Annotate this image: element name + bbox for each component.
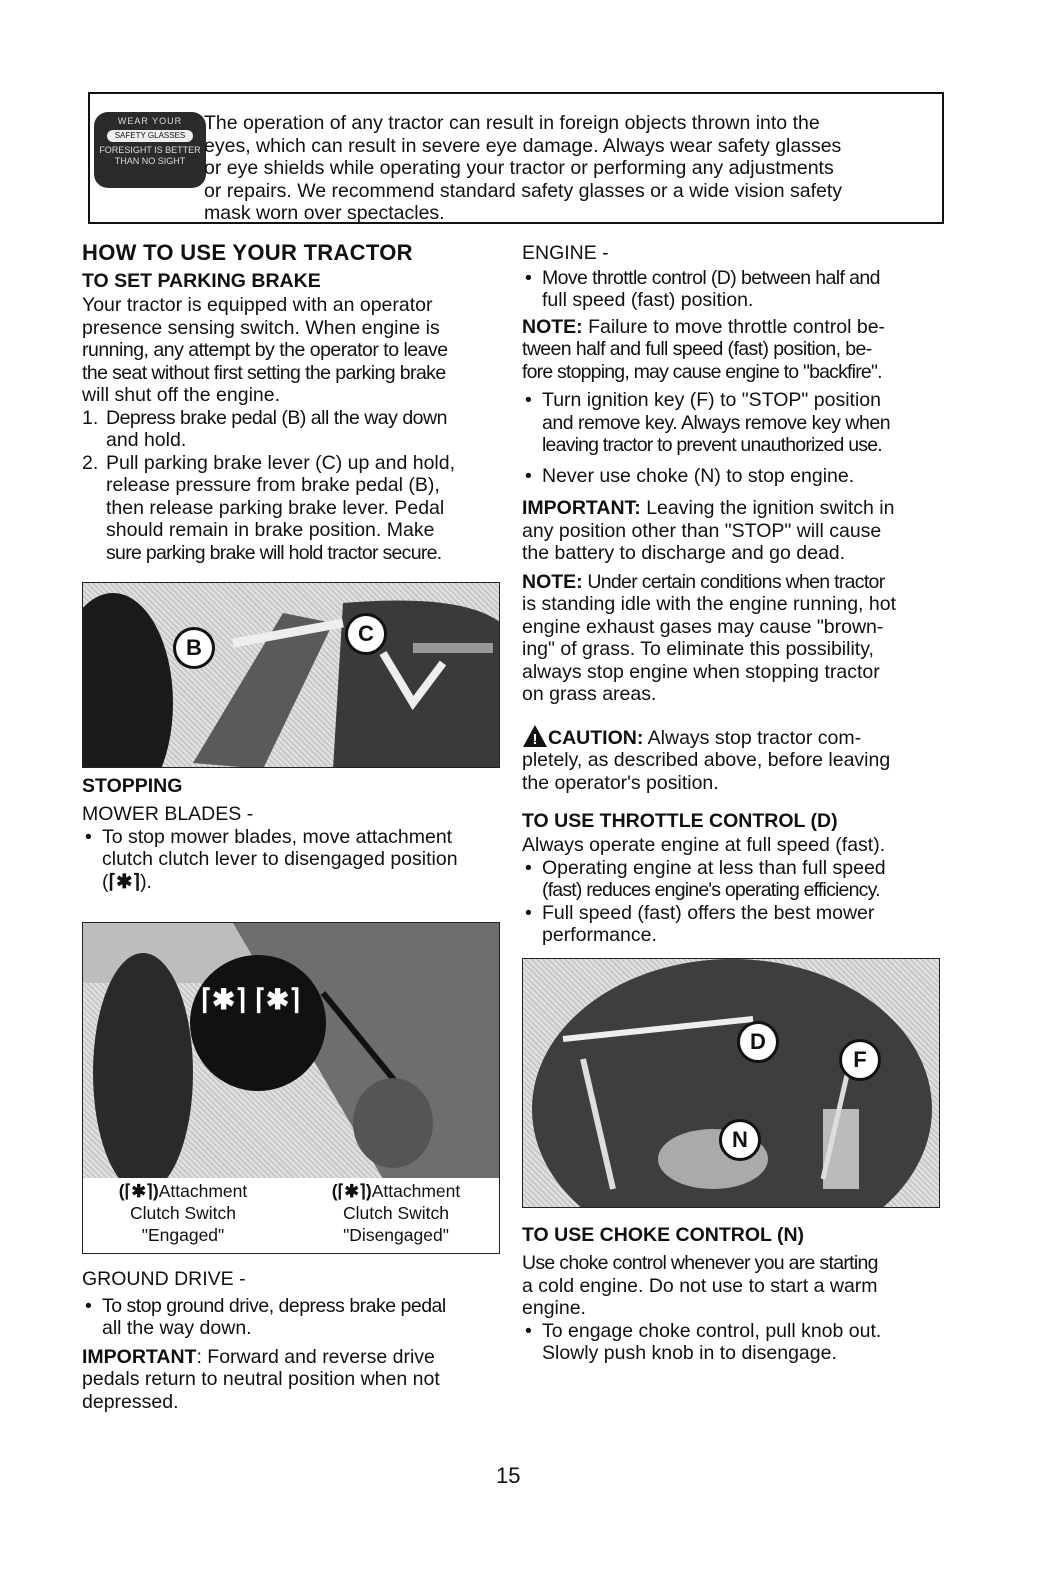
text-line: and remove key. Always remove key when xyxy=(542,411,891,434)
text-span: Under certain conditions when tractor xyxy=(582,570,885,593)
text-line: • Never use choke (N) to stop engine. xyxy=(542,464,855,487)
text-line: should remain in brake position. Make xyxy=(106,519,435,541)
text-line xyxy=(522,316,942,339)
text-span: : Forward and reverse drive xyxy=(196,1345,435,1368)
step-1 xyxy=(82,407,502,452)
text-line: Slowly push knob in to disengage. xyxy=(542,1342,837,1364)
engine-bullet-2 xyxy=(522,389,942,457)
caption-line: Clutch Switch xyxy=(342,1203,449,1223)
text-line: engine exhaust gases may cause "brown- xyxy=(522,615,884,638)
text-line xyxy=(102,871,502,894)
choke-section xyxy=(522,1224,942,1365)
page-title: HOW TO USE YOUR TRACTOR xyxy=(82,240,413,265)
text-line: the operator's position. xyxy=(522,771,719,794)
clutch-captions xyxy=(82,1176,500,1254)
important-label: IMPORTANT xyxy=(82,1345,197,1368)
parking-brake-photo xyxy=(82,582,500,768)
icon-text: FORESIGHT IS BETTER xyxy=(99,145,201,155)
caption-line xyxy=(93,1180,273,1202)
text-line: always stop engine when stopping tractor xyxy=(522,660,880,683)
text-line: Use choke control whenever you are starting xyxy=(522,1252,878,1274)
note-label: NOTE: xyxy=(522,315,583,338)
text-line: pedals return to neutral position when not xyxy=(82,1368,440,1390)
disengaged-symbol-icon: ⌈✱⌉ xyxy=(108,870,141,893)
text-line: sure parking brake will hold tractor secure. xyxy=(106,541,442,564)
disengaged-symbol-icon: (⌈✱⌉) xyxy=(331,1181,372,1201)
important-note-left xyxy=(82,1346,502,1414)
engine-bullet-1 xyxy=(522,267,942,312)
text-line: the seat without first setting the parking brake xyxy=(82,361,446,384)
warning-line: or repairs. We recommend standard safety glasses or a wide vision safety xyxy=(204,179,843,202)
safety-glasses-icon xyxy=(94,112,206,188)
text-span: Failure to move throttle control be- xyxy=(582,315,886,338)
text-line xyxy=(522,497,942,520)
paren-close: ). xyxy=(140,870,152,893)
text-line: depressed. xyxy=(82,1390,179,1413)
left-column xyxy=(82,240,502,564)
text-line xyxy=(522,724,942,750)
engine-bullet-3 xyxy=(522,465,942,488)
page-number: 15 xyxy=(496,1463,521,1488)
icon-text: WEAR YOUR xyxy=(117,116,183,126)
engaged-symbol-icon: ⌈✱⌉ xyxy=(201,984,247,1015)
clutch-switch-photo xyxy=(82,922,500,1178)
throttle-bullet-1 xyxy=(522,857,942,902)
throttle-choke-illustration xyxy=(523,959,940,1208)
note-throttle xyxy=(522,316,942,384)
text-line: fore stopping, may cause engine to "backfire". xyxy=(522,360,882,383)
safety-warning-box xyxy=(88,92,944,224)
text-line xyxy=(522,571,942,594)
caption-line: "Disengaged" xyxy=(343,1225,449,1245)
parking-brake-intro xyxy=(82,294,502,407)
choke-heading: TO USE CHOKE CONTROL (N) xyxy=(522,1224,805,1246)
stopping-section xyxy=(82,775,502,893)
mower-blades-heading: MOWER BLADES - xyxy=(82,803,254,825)
text-line: • To stop mower blades, move attachment xyxy=(102,825,453,848)
engaged-symbol-icon: (⌈✱⌉) xyxy=(118,1181,159,1201)
text-line: release pressure from brake pedal (B), xyxy=(106,474,440,496)
text-line: • Operating engine at less than full speed xyxy=(542,856,886,879)
text-line: • Turn ignition key (F) to "STOP" position xyxy=(542,389,881,411)
important-label: IMPORTANT: xyxy=(522,497,641,519)
caption-engaged xyxy=(93,1180,273,1246)
caution-triangle-icon xyxy=(522,724,548,748)
label-d-icon: D xyxy=(737,1021,779,1063)
icon-text: THAN NO SIGHT xyxy=(114,156,186,166)
mower-blades-bullet xyxy=(82,826,502,894)
throttle-intro: Always operate engine at full speed (fast). xyxy=(522,834,886,856)
text-line: pletely, as described above, before leaving xyxy=(522,749,891,771)
warning-line: or eye shields while operating your tractor or performing any adjustments xyxy=(204,157,834,179)
stopping-heading: STOPPING xyxy=(82,775,183,797)
text-line: the battery to discharge and go dead. xyxy=(522,542,846,564)
text-line: • Move throttle control (D) between half and xyxy=(542,266,880,289)
parking-brake-heading: TO SET PARKING BRAKE xyxy=(82,270,321,292)
caption-line: Clutch Switch xyxy=(129,1203,236,1223)
text-line: Pull parking brake lever (C) up and hold, xyxy=(106,451,456,474)
caution-note xyxy=(522,724,942,795)
step-number: 1. xyxy=(82,406,99,429)
text-line: (fast) reduces engine's operating efficiency. xyxy=(542,879,880,901)
text-line: ing" of grass. To eliminate this possibility, xyxy=(522,638,874,660)
warning-line: The operation of any tractor can result in foreign objects thrown into the xyxy=(204,112,820,134)
choke-bullet xyxy=(522,1320,942,1365)
clutch-switch-illustration xyxy=(83,923,500,1178)
text-line: • Full speed (fast) offers the best mower xyxy=(542,901,875,924)
text-line: full speed (fast) position. xyxy=(542,289,754,311)
warning-line: eyes, which can result in severe eye damage. Always wear safety glasses xyxy=(204,134,842,157)
text-line: and hold. xyxy=(106,429,187,451)
ground-drive-bullet xyxy=(82,1295,502,1340)
text-line: running, any attempt by the operator to leave xyxy=(82,339,448,361)
parking-brake-illustration xyxy=(83,583,500,768)
caption-line xyxy=(303,1180,489,1202)
text-line: • To engage choke control, pull knob out. xyxy=(542,1319,882,1342)
throttle-bullet-2 xyxy=(522,902,942,947)
text-line: leaving tractor to prevent unauthorized use. xyxy=(542,434,882,456)
step-2 xyxy=(82,452,502,565)
warning-text xyxy=(204,112,934,225)
label-c-icon: C xyxy=(345,613,387,655)
label-n-icon: N xyxy=(719,1119,761,1161)
engine-heading: ENGINE - xyxy=(522,242,609,264)
text-line: is standing idle with the engine running, hot xyxy=(522,593,897,615)
svg-text:!: ! xyxy=(532,730,538,748)
note-label: NOTE: xyxy=(522,570,583,593)
warning-line: mask worn over spectacles. xyxy=(204,202,445,224)
text-line: a cold engine. Do not use to start a warm xyxy=(522,1274,878,1297)
text-line: presence sensing switch. When engine is xyxy=(82,316,440,339)
choke-intro xyxy=(522,1252,942,1320)
step-number: 2. xyxy=(82,451,99,474)
text-line: all the way down. xyxy=(102,1317,252,1339)
text-span: Leaving the ignition switch in xyxy=(640,497,895,519)
caution-label: CAUTION: xyxy=(548,726,644,749)
label-b-icon: B xyxy=(173,627,215,669)
ground-drive-heading: GROUND DRIVE - xyxy=(82,1268,246,1290)
caption-text: Attachment xyxy=(371,1181,461,1201)
caption-line: "Engaged" xyxy=(141,1225,225,1245)
text-line: any position other than "STOP" will cause xyxy=(522,519,882,542)
throttle-choke-photo xyxy=(522,958,940,1208)
note-browning xyxy=(522,571,942,706)
text-line: clutch clutch lever to disengaged position xyxy=(102,848,458,870)
text-line: performance. xyxy=(542,924,657,946)
text-line: will shut off the engine. xyxy=(82,384,281,406)
disengaged-symbol-icon: ⌈✱⌉ xyxy=(255,984,301,1015)
text-line: Your tractor is equipped with an operator xyxy=(82,294,433,316)
text-line: Depress brake pedal (B) all the way down xyxy=(106,406,447,429)
caption-disengaged xyxy=(303,1180,489,1246)
important-note-right xyxy=(522,497,942,565)
ground-drive-section xyxy=(82,1268,502,1413)
text-line: tween half and full speed (fast) position, be- xyxy=(522,338,872,360)
right-column xyxy=(522,242,942,947)
paren-open: ( xyxy=(102,870,109,893)
text-line: • To stop ground drive, depress brake pedal xyxy=(102,1294,446,1317)
text-line xyxy=(82,1346,502,1369)
text-line: then release parking brake lever. Pedal xyxy=(106,496,445,519)
text-line: on grass areas. xyxy=(522,683,657,705)
text-span: Always stop tractor com- xyxy=(643,726,862,749)
caption-text: Attachment xyxy=(158,1181,248,1201)
throttle-heading: TO USE THROTTLE CONTROL (D) xyxy=(522,810,838,832)
label-f-icon: F xyxy=(839,1039,881,1081)
text-line: engine. xyxy=(522,1297,586,1319)
icon-text: SAFETY GLASSES xyxy=(107,130,193,142)
